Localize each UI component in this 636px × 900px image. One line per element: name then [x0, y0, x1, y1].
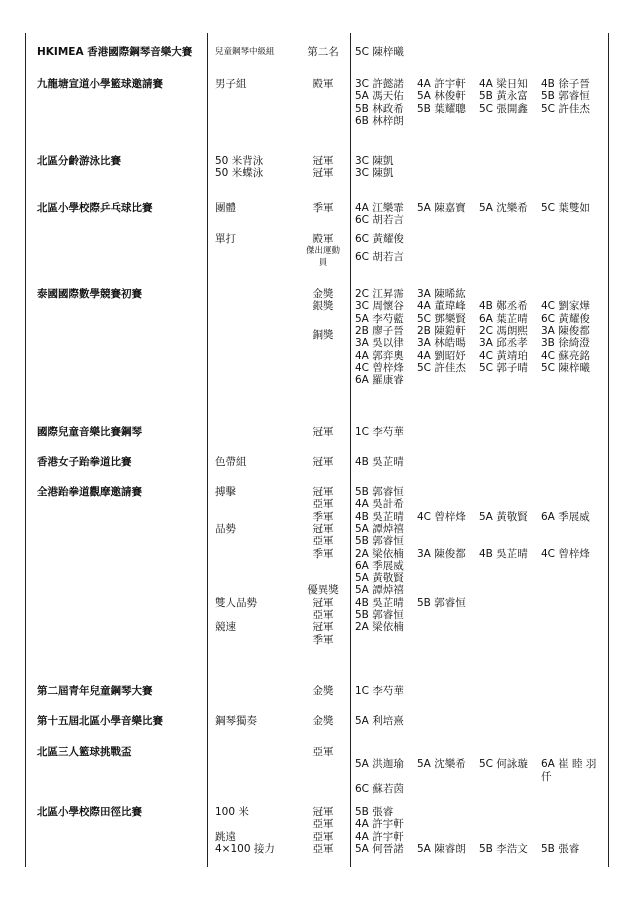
category-label: 鋼琴獨奏	[215, 715, 257, 727]
student-name: 4C 曾梓烽	[355, 361, 404, 374]
student-name: 4C 曾梓烽	[541, 547, 590, 560]
student-name: 4B 吳芷晴	[355, 596, 404, 609]
student-name: 3A 邱丞孝	[479, 337, 528, 350]
award-label: 冠軍	[312, 621, 334, 634]
award-label: 亞軍	[312, 746, 334, 758]
student-name: 2B 陳鎧軒	[417, 324, 466, 337]
category-label: 品勢	[215, 522, 236, 535]
student-name: 5B 葉耀聰	[417, 102, 466, 115]
award-label: 第二名	[307, 46, 339, 58]
student-name: 5C 郭子晴	[479, 361, 528, 374]
student-name: 4C 曾梓烽	[417, 510, 466, 523]
category-label: 100 米	[215, 806, 249, 818]
award-label: 亞軍	[312, 609, 334, 621]
student-name: 5A 沈樂希	[417, 758, 466, 771]
student-name: 1C 李芍華	[355, 685, 404, 697]
student-name: 5A 黃敬賢	[355, 572, 404, 585]
student-line	[355, 511, 605, 523]
award-label: 冠軍	[312, 426, 334, 438]
student-name: 5B 郭睿恒	[355, 535, 404, 548]
award-label: 冠軍	[312, 522, 334, 535]
student-line	[355, 103, 605, 115]
award-label: 冠軍	[312, 155, 334, 167]
student-name: 1C 李芍華	[355, 426, 404, 438]
student-name: 3C 陳凱	[355, 167, 394, 180]
student-line	[355, 313, 605, 325]
student-line	[355, 90, 605, 102]
student-line	[355, 202, 605, 214]
award-label: 金獎	[312, 715, 334, 727]
competition-name: 九龍塘宣道小學籃球邀請賽	[37, 78, 163, 90]
student-line	[355, 715, 605, 727]
student-name: 5C 何詠璇	[479, 758, 528, 771]
student-name: 5C 許佳杰	[417, 361, 466, 374]
student-name: 6C 蘇若茵	[355, 782, 404, 795]
student-name: 5C 張開鑫	[479, 102, 528, 115]
student-name: 5A 譚焯禧	[355, 584, 404, 597]
category-label: 4×100 接力	[215, 842, 275, 855]
competition-name: 第十五屆北區小學音樂比賽	[37, 715, 163, 727]
category-label: 單打	[215, 232, 236, 245]
competition-name: 泰國國際數學競賽初賽	[37, 288, 142, 300]
category-label: 團體	[215, 202, 236, 214]
student-name: 5A 譚焯禧	[355, 522, 404, 535]
student-name: 3C 周懷谷	[355, 300, 404, 313]
student-line	[355, 486, 605, 498]
student-line	[355, 560, 605, 572]
student-line	[355, 818, 605, 830]
student-name: 6B 林梓朗	[355, 114, 404, 127]
student-name: 5A 洪迦瑜	[355, 758, 404, 771]
competition-name: 北區分齡游泳比賽	[37, 155, 121, 167]
student-name: 4A 董瑋峰	[417, 300, 466, 313]
student-name: 4A 郭弈奧	[355, 349, 404, 362]
student-name: 5C 許佳杰	[541, 102, 590, 115]
student-name: 5A 沈樂希	[479, 202, 528, 214]
student-name: 4A 許宇軒	[355, 830, 404, 843]
student-name: 3A 陳俊都	[417, 547, 466, 560]
category-label: 兒童鋼琴中級組	[215, 47, 275, 57]
student-name: 5B 郭睿恒	[417, 596, 466, 609]
student-name: 3C 陳凱	[355, 155, 394, 167]
category-label: 競速	[215, 621, 236, 634]
student-name: 2C 馮朗熙	[479, 324, 528, 337]
student-name: 4A 許宇軒	[417, 78, 466, 90]
award-label: 金獎	[312, 288, 334, 300]
award-label: 冠軍	[312, 167, 334, 180]
student-name: 4C 蘇亮銘	[541, 349, 590, 362]
student-name: 5A 馮天佑	[355, 90, 404, 103]
award-label: 季軍	[312, 202, 334, 214]
student-line	[355, 300, 605, 312]
competition-name: 香港女子跆拳道比賽	[37, 456, 132, 468]
student-line	[355, 831, 605, 843]
student-name: 4A 江樂霏	[355, 202, 404, 214]
student-name: 6A 季展威	[541, 510, 590, 523]
award-label: 季軍	[312, 633, 334, 646]
student-line	[355, 362, 605, 374]
student-name: 2B 廖子晉	[355, 324, 404, 337]
student-name: 5A 利培熹	[355, 715, 404, 727]
student-line	[355, 426, 605, 438]
award-label: 冠軍	[312, 806, 334, 818]
student-line	[355, 350, 605, 362]
competition-name: 北區小學校際田徑比賽	[37, 806, 142, 818]
student-name: 3A 吳以律	[355, 337, 404, 350]
student-line	[355, 621, 605, 633]
student-line	[355, 523, 605, 535]
student-name: 5A 李芍藍	[355, 312, 404, 325]
student-name: 6A 葉芷晴	[479, 312, 528, 325]
competition-name: 北區三人籃球挑戰盃	[37, 746, 132, 758]
student-name: 5B 張睿	[541, 842, 580, 855]
award-label: 冠軍	[312, 456, 334, 468]
student-line	[355, 78, 605, 90]
competition-name: 國際兒童音樂比賽鋼琴	[37, 426, 142, 438]
competition-name: 北區小學校際乒乓球比賽	[37, 202, 153, 214]
award-label: 員	[318, 258, 328, 269]
student-name: 4B 鄭丞希	[479, 300, 528, 313]
student-line	[355, 498, 605, 510]
student-name: 6A 崔 睦 羽	[541, 758, 597, 771]
student-line	[355, 325, 605, 337]
student-line	[355, 251, 605, 263]
student-line	[355, 374, 605, 386]
award-label: 冠軍	[312, 486, 334, 498]
award-label: 金獎	[312, 685, 334, 697]
student-line	[355, 758, 605, 770]
student-name: 4C 黃靖珀	[479, 349, 528, 362]
competition-name: 第二屆青年兒童鋼琴大賽	[37, 685, 153, 697]
student-name: 5B 李浩文	[479, 842, 528, 855]
student-name: 3B 徐綺澄	[541, 337, 590, 350]
student-name: 5B 郭睿恒	[355, 486, 404, 498]
student-name: 5A 陳睿朗	[417, 842, 466, 855]
award-label: 亞軍	[312, 498, 334, 511]
student-name: 3A 林皓暘	[417, 337, 466, 350]
student-line	[355, 337, 605, 349]
student-name: 4A 吳計希	[355, 498, 404, 511]
student-name: 4A 許宇軒	[355, 818, 404, 831]
student-line	[355, 46, 605, 58]
competition-name: 全港跆拳道觀摩邀請賽	[37, 486, 142, 498]
student-name: 6A 季展威	[355, 559, 404, 572]
student-name: 6C 黃耀俊	[541, 312, 590, 325]
student-name: 4A 梁日知	[479, 78, 528, 90]
student-name: 5B 黃永富	[479, 90, 528, 103]
category-label: 搏擊	[215, 486, 236, 498]
student-name: 4B 吳芷晴	[479, 547, 528, 560]
student-name: 2C 江昇霈	[355, 288, 404, 300]
award-label: 傑出運動	[305, 246, 340, 257]
student-line	[355, 535, 605, 547]
student-line	[355, 548, 605, 560]
award-label: 優異獎	[307, 584, 339, 597]
award-label: 銅獎	[312, 328, 334, 341]
student-name: 5B 郭睿恒	[355, 609, 404, 621]
student-line	[355, 609, 605, 621]
award-label: 冠軍	[312, 596, 334, 609]
student-name: 3A 陳俊都	[541, 324, 590, 337]
student-name: 4B 吳芷晴	[355, 510, 404, 523]
student-line	[355, 597, 605, 609]
student-name: 5A 陳嘉寶	[417, 202, 466, 214]
award-label: 亞軍	[312, 830, 334, 843]
student-name: 5A 何晉諾	[355, 842, 404, 855]
student-line	[355, 572, 605, 584]
award-label: 亞軍	[312, 842, 334, 855]
student-name: 5B 郭睿恒	[541, 90, 590, 103]
award-label: 殿軍	[312, 232, 334, 245]
student-line	[355, 771, 605, 783]
category-label: 雙人品勢	[215, 596, 257, 609]
student-name: 6A 羅康睿	[355, 374, 404, 387]
student-name: 4A 劉昭妤	[417, 349, 466, 362]
student-line	[355, 843, 605, 855]
student-name: 仟	[541, 770, 552, 783]
student-name: 3C 許懿諾	[355, 78, 404, 90]
student-line	[355, 233, 605, 245]
student-name: 5B 張睿	[355, 806, 394, 818]
student-line	[355, 584, 605, 596]
student-line	[355, 806, 605, 818]
student-line	[355, 685, 605, 697]
student-name: 2A 梁依楠	[355, 621, 404, 634]
student-name: 5A 黃敬賢	[479, 510, 528, 523]
student-line	[355, 288, 605, 300]
student-name: 2A 梁依楠	[355, 547, 404, 560]
student-name: 5C 葉雙如	[541, 202, 590, 214]
student-name: 6C 胡若言	[355, 251, 404, 264]
student-line	[355, 783, 605, 795]
student-name: 5B 林政希	[355, 102, 404, 115]
student-name: 6C 胡若言	[355, 214, 404, 227]
student-name: 5C 陳梓曦	[541, 361, 590, 374]
category-label: 男子組	[215, 78, 247, 90]
student-line	[355, 456, 605, 468]
student-name: 6C 黃耀俊	[355, 232, 404, 245]
award-label: 季軍	[312, 547, 334, 560]
student-line	[355, 167, 605, 179]
category-label: 50 米背泳	[215, 155, 264, 167]
student-name: 4B 徐子晉	[541, 78, 590, 90]
award-label: 銀獎	[312, 300, 334, 313]
competition-name: HKIMEA 香港國際鋼琴音樂大賽	[37, 46, 193, 58]
award-label: 季軍	[312, 510, 334, 523]
student-name: 4B 吳芷晴	[355, 456, 404, 468]
student-name: 5C 鄧樂賢	[417, 312, 466, 325]
student-name: 3A 陳晞紘	[417, 288, 466, 300]
award-label: 亞軍	[312, 818, 334, 831]
award-label: 殿軍	[312, 78, 334, 90]
student-line	[355, 115, 605, 127]
student-name: 4C 劉家燁	[541, 300, 590, 313]
student-name: 5A 林俊軒	[417, 90, 466, 103]
student-line	[355, 214, 605, 226]
student-line	[355, 155, 605, 167]
category-label: 50 米蝶泳	[215, 167, 264, 180]
category-label: 跳遠	[215, 830, 236, 843]
category-label: 色帶組	[215, 456, 247, 468]
student-name: 5C 陳梓曦	[355, 46, 404, 58]
award-label: 亞軍	[312, 535, 334, 548]
